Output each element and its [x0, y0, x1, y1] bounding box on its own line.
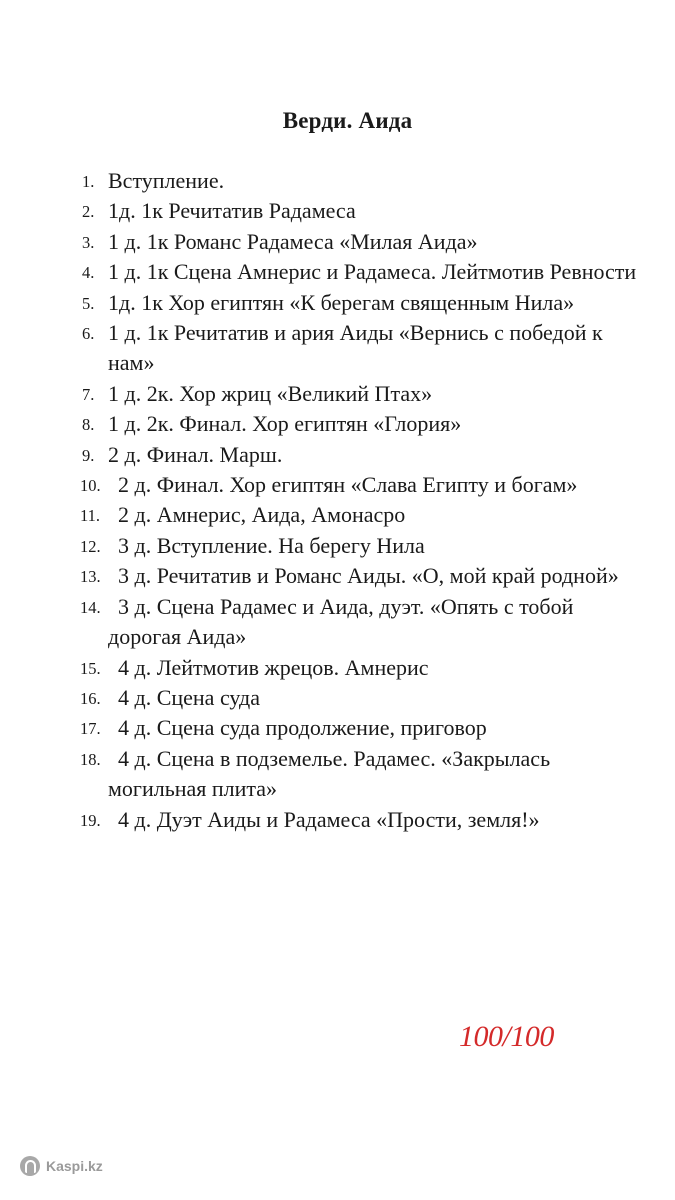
track-list	[82, 166, 642, 835]
track-number: 19.	[80, 810, 101, 830]
handwritten-score: 100/100	[459, 1020, 554, 1053]
track-number: 14.	[80, 597, 101, 617]
track-item	[82, 531, 642, 561]
document-title: Верди. Аида	[282, 108, 413, 133]
track-item	[82, 713, 642, 743]
track-item	[82, 653, 642, 683]
track-text: 3 д. Речитатив и Романс Аиды. «О, мой край родной»	[118, 563, 619, 589]
track-text: 2 д. Финал. Марш.	[108, 441, 283, 467]
track-item	[82, 744, 642, 805]
track-text: 4 д. Лейтмотив жрецов. Амнерис	[118, 654, 429, 680]
track-number: 1.	[82, 172, 95, 191]
track-item	[82, 592, 642, 653]
kaspi-logo-icon	[20, 1156, 40, 1176]
track-text: 1д. 1к Хор египтян «К берегам священным Нила»	[108, 289, 575, 315]
track-text: 1 д. 1к Романс Радамеса «Милая Аида»	[108, 228, 478, 254]
track-item	[82, 683, 642, 713]
track-text: 4 д. Сцена в подземелье. Радамес. «Закрылась могильная плита»	[108, 745, 551, 802]
track-text: 1 д. 2к. Хор жриц «Великий Птах»	[108, 380, 433, 406]
track-text: 1 д. 1к Речитатив и ария Аиды «Вернись с победой к нам»	[108, 320, 603, 376]
track-number: 7.	[82, 384, 95, 404]
track-number: 12.	[80, 536, 101, 556]
track-text: 3 д. Сцена Радамес и Аида, дуэт. «Опять с тобой дорогая Аида»	[108, 593, 574, 650]
track-number: 16.	[80, 688, 101, 708]
track-text: 1д. 1к Речитатив Радамеса	[108, 198, 356, 224]
track-text: Вступление.	[108, 168, 225, 193]
track-item	[82, 288, 642, 318]
track-item	[82, 500, 642, 530]
track-item	[82, 227, 642, 257]
track-item	[82, 257, 642, 287]
track-item	[82, 440, 642, 470]
track-number: 9.	[82, 445, 95, 465]
track-number: 13.	[80, 567, 101, 587]
track-text: 1 д. 1к Сцена Амнерис и Радамеса. Лейтмотив Ревности	[108, 259, 637, 285]
track-item	[82, 166, 642, 196]
track-number: 2.	[82, 202, 95, 222]
track-number: 8.	[82, 415, 95, 435]
track-text: 2 д. Амнерис, Аида, Амонасро	[118, 502, 406, 528]
track-item	[82, 561, 642, 591]
track-item	[82, 379, 642, 409]
track-item	[82, 318, 642, 379]
track-number: 3.	[82, 232, 95, 252]
track-text: 1 д. 2к. Финал. Хор египтян «Глория»	[108, 411, 462, 437]
track-item	[82, 196, 642, 226]
track-number: 6.	[82, 324, 95, 344]
track-item	[82, 470, 642, 500]
track-number: 18.	[80, 749, 101, 769]
track-number: 11.	[80, 506, 101, 526]
watermark-text: Kaspi.kz	[46, 1158, 103, 1174]
track-text: 2 д. Финал. Хор египтян «Слава Египту и богам»	[118, 472, 578, 498]
track-item	[82, 805, 642, 835]
track-text: 4 д. Сцена суда	[118, 684, 260, 710]
track-text: 4 д. Дуэт Аиды и Радамеса «Прости, земля!»	[118, 806, 540, 832]
track-item	[82, 409, 642, 439]
watermark	[20, 1156, 103, 1176]
track-number: 10.	[80, 476, 101, 496]
track-number: 15.	[80, 658, 101, 678]
track-text: 3 д. Вступление. На берегу Нила	[118, 532, 425, 558]
track-number: 17.	[80, 719, 101, 739]
track-text: 4 д. Сцена суда продолжение, приговор	[118, 715, 487, 741]
track-number: 4.	[82, 263, 95, 283]
track-number: 5.	[82, 293, 95, 313]
